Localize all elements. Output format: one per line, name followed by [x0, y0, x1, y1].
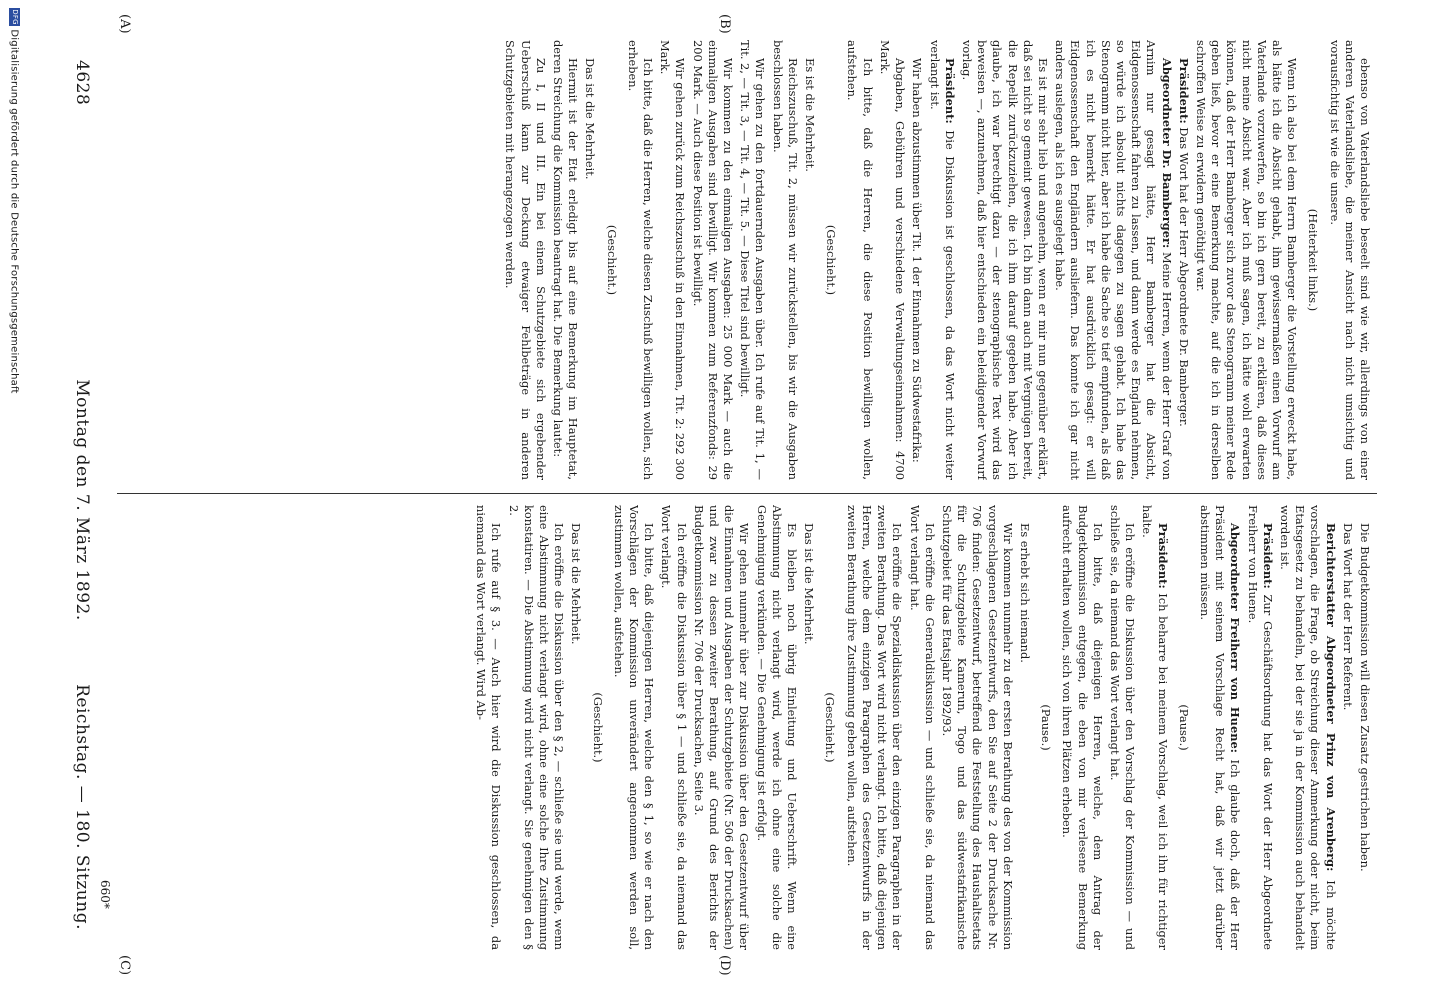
speaker-name: Präsident: — [942, 58, 957, 124]
speaker-name: Präsident: — [1176, 58, 1191, 124]
paragraph-text: Ich bitte, daß die Herren, welche diesen Zuschuß bewilligen wollen, sich erheben. — [625, 40, 656, 480]
paragraph-text: Hiermit ist der Etat erledigt bis auf eine Bemerkung im Hauptetat, deren Streichung die Kommission beantragt hat. Die Bemerkung lautet: — [551, 40, 581, 480]
paragraph-text: Ich rufe auf § 3. — Auch hier wird die Diskussion geschlossen, da niemand das Wort verlangt. Wird Ab- — [474, 505, 504, 950]
paragraph — [1052, 40, 1174, 480]
paragraph-text: Es ist die Mehrheit. — [803, 58, 818, 172]
speaker-name: Präsident: — [1155, 523, 1170, 589]
paragraph — [802, 40, 817, 480]
paragraph — [473, 505, 503, 950]
speaker-name: Abgeordneter Freiherr von Huene: — [1228, 523, 1243, 753]
paragraph-text: Wir haben abzustimmen über Tit. 1 der Einnahmen zu Südwestafrika: — [910, 58, 925, 463]
paragraph-text: Reichszuschuß, Tit. 2, müssen wir zurückstellen, bis wir die Ausgaben beschlossen haben. — [770, 40, 800, 480]
paragraph — [1107, 505, 1137, 950]
paragraph — [769, 40, 799, 480]
stage-direction: (Pause.) — [1176, 704, 1191, 751]
paragraph — [689, 40, 735, 480]
paragraph — [844, 40, 874, 480]
sheet-mark: 660* — [98, 880, 112, 909]
paragraph — [844, 505, 905, 950]
paragraph — [1059, 505, 1105, 950]
paragraph — [1017, 505, 1032, 950]
paragraph-text: Das Wort hat der Herr Abgeordnete Dr. Bamberger. — [1176, 123, 1191, 427]
paragraph-text: Es ist mir sehr lieb und angenehm, wenn er mir nun gegenüber erklärt, daß sei nicht so gemeint gewesen. Ich bin dann auch mit Vergnügen bereit, die Repelik zurückzuziehen, die ich ihm darauf gegeben habe. Aber ich glaube, ich war berechtigt dazu — der stenographische Text wird das beweisen —, anzunehmen, daß hier entschieden ein beleidigender Vorwurf vorlag. — [959, 40, 1050, 480]
session-date: Montag den 7. März 1892. — [72, 379, 92, 621]
margin-mark-b: (B) — [717, 14, 732, 34]
page-header — [60, 30, 100, 970]
paragraph-text: Ich möchte vorschlagen, die Frage, ob Streichung dieser Anmerkung oder nicht, beim Etatsgesetz zu behandeln, bei der sie ja in der Kommission auch behandelt worden ist. — [1277, 505, 1338, 950]
paragraph — [737, 40, 767, 480]
paragraph-text: Wenn ich also bei dem Herrn Bamberger die Vorstellung erweckt habe, als hätte ich die Absicht gehabt, ihm gewissermaßen einen Vorwurf am Vaterlande vorzuwerfen, so bin ich gern bereit, zu erklären, daß dieses nicht meine Absicht war. Aber ich muß sagen, ich hätte wohl erwarten können, daß der Herr Bamberger sich zuvor das Stenogramm meiner Rede geben ließ, bevor er eine Bemerkung machte, auf die ich in derselben schroffen Weise zu erwidern genöthigt war. — [1193, 40, 1300, 480]
paragraph — [926, 40, 956, 480]
margin-mark-c: (C) — [117, 955, 132, 976]
paragraph — [691, 505, 752, 950]
paragraph-text: Es bleiben noch übrig Einleitung und Ueberschrift. Wenn eine Abstimmung nicht verlangt wird, werde ich ohne eine solche die Genehmigung verkünden. — Die Genehmigung ist erfolgt. — [754, 505, 800, 950]
paragraph — [1244, 505, 1274, 950]
paragraph-text: Ich glaube doch, daß der Herr Präsident mit seinem Vorschlage Recht hat, daß wir jetzt darüber abstimmen müssen. — [1197, 505, 1243, 950]
paragraph-text: Ich eröffne die Spezialdiskussion über den einzigen Paragraphen in der zweiten Berathung. Das Wort wird nicht verlangt. Ich bitte, daß diejenigen Herren, welche dem einzigen Paragraphen des Gesetzentwurfs in der zweiten Berathung ihre Zustimmung geben wollen, aufstehen. — [844, 505, 905, 950]
speaker-name: Berichterstatter Abgeordneter Prinz von Arenberg: — [1323, 523, 1338, 872]
paragraph — [582, 40, 597, 480]
paragraph — [657, 40, 687, 480]
paragraph-text: Ich bitte, daß diejenigen Herren, welche den § 1, so wie er nach den Vorschlägen der Kommission unverändert angenommen werden soll, zustimmen wollen, aufstehen. — [611, 505, 657, 950]
page-number: 4628 — [72, 60, 92, 106]
paragraph-text: Wir gehen zu den fortdauernden Ausgaben über. Ich rufe auf Tit. 1, — Tit. 2, — Tit. 3, — Tit. 4, — Tit. 5. — Diese Titel sind bewilligt. — [738, 40, 768, 480]
paragraph-text: Wir kommen zu den einmaligen Ausgaben: 25 000 Mark — auch die einmaligen Ausgaben sind bewilligt. Wir kommen zum Referenzfonds: 29 200 Mark. — Auch diese Position ist bewilligt. — [690, 40, 736, 480]
right-text-column — [117, 505, 1372, 950]
paragraph-text: Zu I, II und III. Ein bei einem Schutzgebiete sich ergebender Ueberschuß kann zur Deckung etwaiger Fehlbeträge in anderen Schutzgebieten mit herangezogen werden. — [503, 40, 548, 480]
stage-direction: (Geschieht.) — [604, 224, 619, 296]
paragraph — [1193, 40, 1299, 480]
paragraph — [550, 40, 580, 480]
paragraph — [625, 40, 655, 480]
paragraph-text: Wir gehen nunmehr über zur Diskussion über den Gesetzentwurf über die Einnahmen und Ausgaben der Schutzgebiete (Nr. 506 der Drucksachen) und zwar zu dessen zweiter Berathung, auf Grund des Berichts der Budgetkommission Nr. 706 der Drucksachen, Seite 3. — [691, 505, 752, 950]
paragraph — [753, 505, 799, 950]
paragraph-text: Die Diskussion ist geschlossen, da das Wort nicht weiter verlangt ist. — [927, 40, 957, 480]
margin-mark-a: (A) — [117, 14, 132, 34]
stage-direction: (Pause.) — [1039, 704, 1054, 751]
dfg-logo: DFG — [11, 9, 19, 25]
paragraph — [1357, 505, 1372, 950]
paragraph — [505, 505, 566, 950]
paragraph-text: Ich bitte, daß diejenigen Herren, welche, dem Antrag der Budgetkommission entgegen, die eben von mir verlesene Bemerkung aufrecht erhalten wollen, sich von ihren Plätzen erheben. — [1060, 505, 1105, 950]
paragraph-text: Wir gehen zurück zum Reichszuschuß in den Einnahmen, Tit. 2: 292 300 Mark. — [658, 40, 688, 480]
paragraph-text: Ich eröffne die Diskussion über § 1 — und schließe sie, da niemand das Wort verlangt. — [659, 505, 689, 950]
paragraph-text: Es erhebt sich niemand. — [1017, 523, 1032, 663]
paragraph-text: ebenso von Vaterlandsliebe beseelt sind wie wir, allerdings von einer anderen Vaterlandsliebe, die meiner Ansicht nach nicht umsichtig und vorausfichtig ist wie die unsere. — [1327, 40, 1372, 480]
paragraph — [906, 505, 936, 950]
paragraph-text: Meine Herren, wenn der Herr Graf von Arnim nur gesagt hätte, Herr Bamberger hat die Absicht, Eidgenossenschaft fahren zu lassen, und dann werde es England nehmen, so würde ich absolut nichts dagegen zu sagen gehabt. Ich habe das Stenogramm nicht hier, aber ich habe die Sache so tief empfunden, als daß ich es nicht bemerkt hätte. Er hat ausdrücklich gesagt: er will Eidgenossenschaft den Engländern ausliefern. Das konnte ich gar nicht anders auslegen, als ich es ausgelegt habe. — [1053, 40, 1174, 480]
paragraph-text: Das ist die Mehrheit. — [802, 523, 817, 645]
margin-mark-d: (D) — [717, 955, 732, 976]
paragraph — [959, 40, 1050, 480]
paragraph — [1326, 40, 1372, 480]
paragraph-text: Ich eröffne die Diskussion über den Vorschlag der Kommission — und schließe sie, da niemand das Wort verlangt hat. — [1107, 505, 1138, 950]
stage-direction: (Geschieht.) — [824, 224, 839, 296]
paragraph — [939, 505, 1015, 950]
paragraph-text: Ich bitte, daß die Herren, die diese Position bewilligen wollen, aufstehen. — [845, 40, 875, 480]
stage-direction: (Geschieht.) — [823, 692, 838, 763]
digitization-credit: Digitalisierung gefördert durch die Deutsche Forschungsgemeinschaft — [8, 29, 20, 394]
paragraph — [568, 505, 583, 950]
paragraph — [1340, 505, 1355, 950]
paragraph — [801, 505, 816, 950]
paragraph-text: Das ist die Mehrheit. — [569, 523, 584, 645]
paragraph — [877, 40, 907, 480]
paragraph — [1176, 40, 1191, 480]
speaker-name: Präsident: — [1260, 523, 1275, 589]
paragraph-text: Ich eröffne die Diskussion über den § 2, — schließe sie und werde, wenn eine Abstimmung nicht verlangt wird, ohne eine solche Ihre Zustimmung konstatiren. — Die Abstimmung wird nicht verlangt. Sie genehmigen den § 2. — [506, 505, 567, 950]
paragraph-text: Wir kommen nunmehr zu der ersten Berathung des von der Kommission vorgeschlagenen Gesetzentwurfs, den Sie auf Seite 2 der Drucksache Nr. 706 finden: Gesetzentwurf, betreffend die Feststellung des Haushaltsetats für die Schutzgebiete Kamerun, Togo und das südwestafrikanische Schutzgebiet für das Etatsjahr 1892/93. — [939, 505, 1015, 950]
paragraph-text: Das ist die Mehrheit. — [583, 58, 598, 180]
left-text-column — [117, 40, 1372, 480]
paragraph — [909, 40, 924, 480]
paragraph — [658, 505, 688, 950]
paragraph-text: Zur Geschäftsordnung hat das Wort der Herr Abgeordnete Freiherr von Huene. — [1245, 505, 1275, 950]
paragraph-text: Abgaben, Gebühren und verschiedene Verwaltungseinnahmen: 4700 Mark. — [877, 40, 908, 480]
column-divider — [117, 493, 1377, 494]
digitization-footer — [2, 0, 20, 1000]
paragraph-text: Ich beharre bei meinem Vorschlag, weil ich ihn für richtiger halte. — [1140, 505, 1170, 950]
paragraph — [502, 40, 548, 480]
paragraph-text: Die Budgetkommission will diesen Zusatz gestrichen haben. — [1358, 523, 1372, 872]
paragraph-text: Ich eröffne die Generaldiskussion — und schließe sie, da niemand das Wort verlangt hat. — [907, 505, 937, 950]
paragraph — [611, 505, 657, 950]
paragraph — [1139, 505, 1169, 950]
stage-direction: (Heiterkeit links.) — [1306, 208, 1321, 312]
paragraph — [1197, 505, 1243, 950]
speaker-name: Abgeordneter Dr. Bamberger: — [1159, 58, 1174, 249]
stage-direction: (Geschieht.) — [590, 692, 605, 763]
paragraph-text: Das Wort hat der Herr Referent. — [1340, 523, 1355, 711]
session-title: Reichstag. — 180. Sitzung. — [72, 684, 92, 930]
paragraph — [1277, 505, 1338, 950]
